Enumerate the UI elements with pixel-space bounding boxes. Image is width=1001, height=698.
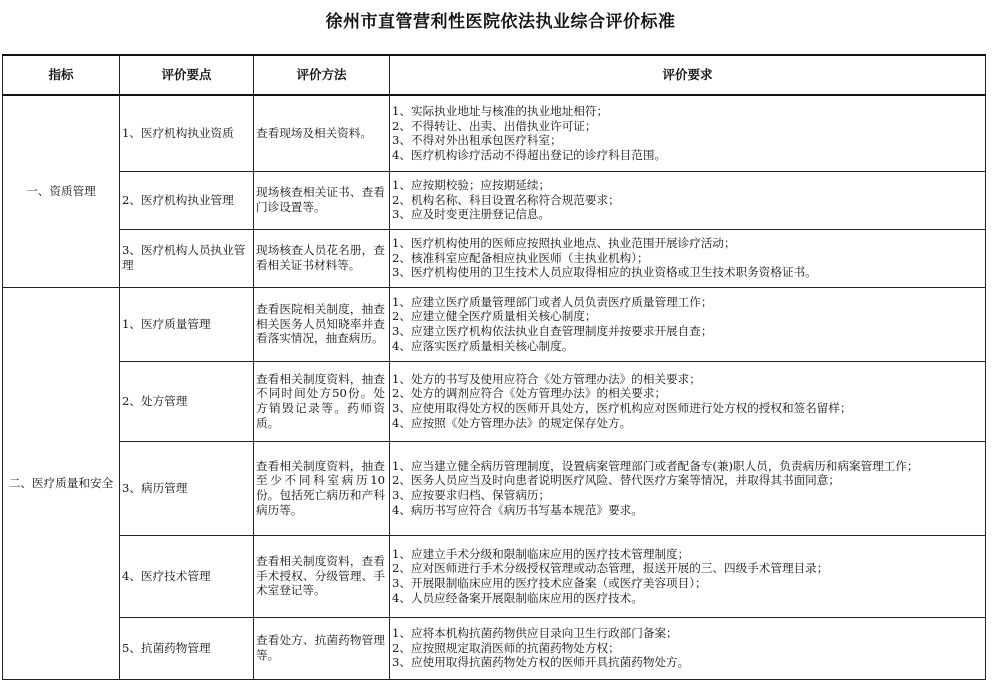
evaluation-point-cell: 1、医疗机构执业资质 bbox=[120, 95, 254, 171]
requirement-cell bbox=[390, 95, 986, 171]
evaluation-method-cell: 查看处方、抗菌药物管理等。 bbox=[254, 617, 390, 679]
evaluation-point-cell: 2、处方管理 bbox=[120, 361, 254, 441]
column-header-indicator: 指标 bbox=[3, 55, 120, 95]
requirement-line: 1、实际执业地址与核准的执业地址相符； bbox=[392, 104, 609, 119]
requirement-line: 2、处方的调剂应符合《处方管理办法》的相关要求； bbox=[392, 386, 667, 401]
requirement-line: 4、应落实医疗质量相关核心制度。 bbox=[392, 338, 574, 353]
requirement-line: 1、医疗机构使用的医师应按照执业地点、执业范围开展诊疗活动； bbox=[392, 236, 736, 251]
table-row bbox=[3, 617, 986, 679]
evaluation-point-cell: 5、抗菌药物管理 bbox=[120, 617, 254, 679]
evaluation-table bbox=[2, 54, 986, 680]
column-header-method: 评价方法 bbox=[254, 55, 390, 95]
evaluation-point-cell: 1、医疗质量管理 bbox=[120, 287, 254, 361]
evaluation-method-cell: 现场核查人员花名册，查看相关证书材料等。 bbox=[254, 229, 390, 287]
requirement-line: 4、人员应经备案开展限制临床应用的医疗技术。 bbox=[392, 590, 643, 605]
table-body bbox=[3, 95, 986, 679]
table-row bbox=[3, 361, 986, 441]
requirement-line: 1、应建立医疗质量管理部门或者人员负责医疗质量管理工作； bbox=[392, 294, 713, 309]
requirement-line: 2、机构名称、科目设置名称符合规范要求； bbox=[392, 192, 620, 207]
column-header-requirement: 评价要求 bbox=[390, 55, 986, 95]
requirement-line: 2、不得转让、出卖、出借执业许可证； bbox=[392, 118, 597, 133]
evaluation-point-cell: 4、医疗技术管理 bbox=[120, 535, 254, 617]
requirement-cell bbox=[390, 171, 986, 229]
requirement-line: 1、应将本机构抗菌药物供应目录向卫生行政部门备案； bbox=[392, 626, 678, 641]
table-row bbox=[3, 287, 986, 361]
evaluation-method-cell: 查看相关制度资料，查看手术授权、分级管理、手术室登记等。 bbox=[254, 535, 390, 617]
indicator-cell: 一、资质管理 bbox=[3, 95, 120, 287]
requirement-line: 1、应建立手术分级和限制临床应用的医疗技术管理制度； bbox=[392, 546, 690, 561]
requirement-cell bbox=[390, 441, 986, 535]
requirement-line: 1、应按期校验；应按期延续； bbox=[392, 178, 551, 193]
column-header-point: 评价要点 bbox=[120, 55, 254, 95]
requirement-cell bbox=[390, 361, 986, 441]
requirement-line: 4、医疗机构诊疗活动不得超出登记的诊疗科目范围。 bbox=[392, 147, 667, 162]
document-title: 徐州市直管营利性医院依法执业综合评价标准 bbox=[325, 12, 676, 32]
evaluation-point-cell: 3、病历管理 bbox=[120, 441, 254, 535]
requirement-line: 1、处方的书写及使用应符合《处方管理办法》的相关要求； bbox=[392, 371, 701, 386]
requirement-line: 2、应按照规定取消医师的抗菌药物处方权； bbox=[392, 640, 620, 655]
requirement-cell bbox=[390, 617, 986, 679]
requirement-line: 3、开展限制临床应用的医疗技术应备案（或医疗美容项目）； bbox=[392, 576, 707, 590]
requirement-cell bbox=[390, 229, 986, 287]
table-row bbox=[3, 95, 986, 171]
requirement-line: 1、应当建立健全病历管理制度，设置病案管理部门或者配备专(兼)职人员，负责病历和病案管理工作； bbox=[392, 458, 919, 473]
evaluation-method-cell: 现场核查相关证书、查看门诊设置等。 bbox=[254, 171, 390, 229]
requirement-line: 4、应按照《处方管理办法》的规定保存处方。 bbox=[392, 415, 632, 430]
table-row bbox=[3, 441, 986, 535]
requirement-line: 4、病历书写应符合《病历书写基本规范》要求。 bbox=[392, 502, 643, 517]
requirement-line: 2、应对医师进行手术分级授权管理或动态管理，报送开展的三、四级手术管理目录； bbox=[392, 561, 829, 576]
table-header-row bbox=[3, 55, 986, 95]
requirement-cell bbox=[390, 287, 986, 361]
requirement-line: 3、应及时变更注册登记信息。 bbox=[392, 207, 551, 222]
evaluation-method-cell: 查看现场及相关资料。 bbox=[254, 95, 390, 171]
evaluation-point-cell: 3、医疗机构人员执业管理 bbox=[120, 229, 254, 287]
requirement-line: 3、应使用取得抗菌药物处方权的医师开具抗菌药物处方。 bbox=[392, 655, 690, 670]
evaluation-method-cell: 查看医院相关制度，抽查相关医务人员知晓率并查看落实情况，抽查病历。 bbox=[254, 287, 390, 361]
requirement-line: 3、应按要求归档、保管病历； bbox=[392, 488, 551, 502]
requirement-cell bbox=[390, 535, 986, 617]
requirement-line: 3、医疗机构使用的卫生技术人员应取得相应的执业资格或卫生技术职务资格证书。 bbox=[392, 265, 817, 280]
indicator-cell: 二、医疗质量和安全 bbox=[3, 287, 120, 679]
requirement-line: 2、医务人员应当及时向患者说明医疗风险、替代医疗方案等情况，并取得其书面同意； bbox=[392, 473, 840, 488]
table-row bbox=[3, 229, 986, 287]
requirement-line: 3、应建立医疗机构依法执业自查管理制度并按要求开展自查； bbox=[392, 324, 713, 338]
requirement-line: 3、应使用取得处方权的医师开具处方，医疗机构应对医师进行处方权的授权和签名留样； bbox=[392, 401, 852, 415]
requirement-line: 2、应建立健全医疗质量相关核心制度； bbox=[392, 309, 597, 324]
requirement-line: 3、不得对外出租承包医疗科室； bbox=[392, 133, 562, 148]
table-row bbox=[3, 535, 986, 617]
evaluation-point-cell: 2、医疗机构执业管理 bbox=[120, 171, 254, 229]
table-row bbox=[3, 171, 986, 229]
evaluation-method-cell: 查看相关制度资料，抽查至少不同科室病历10份。包括死亡病历和产科病历等。 bbox=[254, 441, 390, 535]
requirement-line: 2、核准科室应配备相应执业医师（主执业机构）； bbox=[392, 250, 649, 265]
evaluation-method-cell: 查看相关制度资料，抽查不同时间处方50份。处方销毁记录等。药师资质。 bbox=[254, 361, 390, 441]
